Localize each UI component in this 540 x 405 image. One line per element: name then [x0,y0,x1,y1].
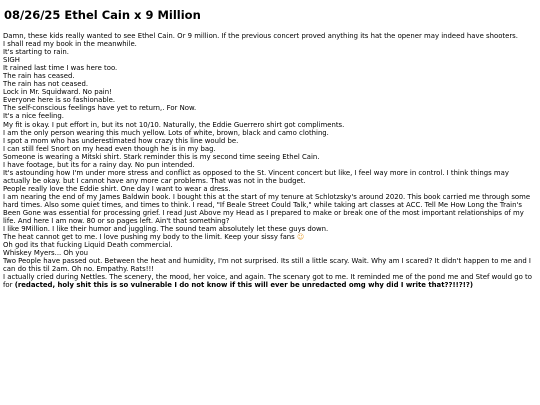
journal-line: I spot a mom who has underestimated how crazy this line would be. [3,136,239,145]
journal-line: Lock in Mr. Squidward. No pain! [3,88,112,97]
journal-line-with-emoji [3,233,537,241]
journal-line: SIGH [3,56,20,65]
journal-line: My fit is okay. I put effort in, but its not 10/10. Naturally, the Eddie Guerrero shirt got compliments. [3,120,345,129]
wink-emoji-icon: 😉 [296,233,305,242]
journal-line: I like 9Million. I like their humor and juggling. The sound team absolutely let these guys down. [3,225,329,234]
journal-line: The rain has not ceased. [3,80,89,89]
journal-entries [3,32,537,290]
journal-line: Damn, these kids really wanted to see Ethel Cain. Or 9 million. If the previous concert proved anything its hat the opener may indeed have shooters. [3,32,518,40]
journal-line: Everyone here is so fashionable. [3,96,116,105]
journal-line: People really love the Eddie shirt. One day I want to wear a dress. [3,184,231,193]
journal-line: It rained last time I was here too. [3,64,118,73]
journal-line: I am the only person wearing this much yellow. Lots of white, brown, black and camo clothing. [3,128,329,137]
journal-line: Two People have passed out. Between the heat and humidity, I'm not surprised. Its still a little scary. Wait. Why am I scared? It didn't happen to me and I can do this til 2am. Oh no. Empathy. Rats!!! [3,257,531,274]
journal-line: Someone is wearing a Mitski shirt. Stark reminder this is my second time seeing Ethel Cain. [3,152,320,161]
journal-line-text: I actually cried during Nettles. The scenery, the mood, her voice, and again. The scenary got to me. It reminded me of the pond me and Stef would go to for [3,273,532,290]
journal-line: It's a nice feeling. [3,112,64,121]
page-title: 08/26/25 Ethel Cain x 9 Million [4,8,201,22]
journal-line: The rain has ceased. [3,72,75,81]
journal-line: Oh god its that fucking Liquid Death commercial. [3,241,173,250]
journal-line: The self-conscious feelings have yet to return,. For Now. [3,104,197,113]
journal-line: I have footage, but its for a rainy day. No pun intended. [3,160,195,169]
journal-line-text: The heat cannot get to me. I love pushing my body to the limit. Keep your sissy fans [3,233,295,242]
journal-line: It's astounding how I'm under more stress and conflict as opposed to the St. Vincent concert but like, I feel way more in control. I think things may actually be okay. but I cannot have any more car problems. That was not in the budget. [3,168,509,185]
journal-line: It's starting to rain. [3,48,69,57]
redacted-bold-text: (redacted, holy shit this is so vulnerable I do not know if this will ever be unredacted omg why did I write that??!!?!?) [14,281,474,290]
journal-line-with-bold [3,273,537,289]
journal-line: I shall read my book in the meanwhile. [3,40,137,49]
journal-line: I am nearing the end of my James Baldwin book. I bought this at the start of my tenure at Schlotzsky's around 2020. This book carried me through some hard times. Also some quiet times, and times to think. I read, "If Beale Street Could Talk," while taking art classes at ACC. Tell Me How Long the Train's Been Gone was essential for processing grief. I read Just Above my Head as I prepared to make or break one of the most important relationships of my life. And here I am now. 80 or so pages left. Ain't that something? [3,192,531,226]
journal-line: Whiskey Myers... Oh you [3,249,89,258]
journal-line: I can still feel Snort on my head even though he is in my bag. [3,144,216,153]
